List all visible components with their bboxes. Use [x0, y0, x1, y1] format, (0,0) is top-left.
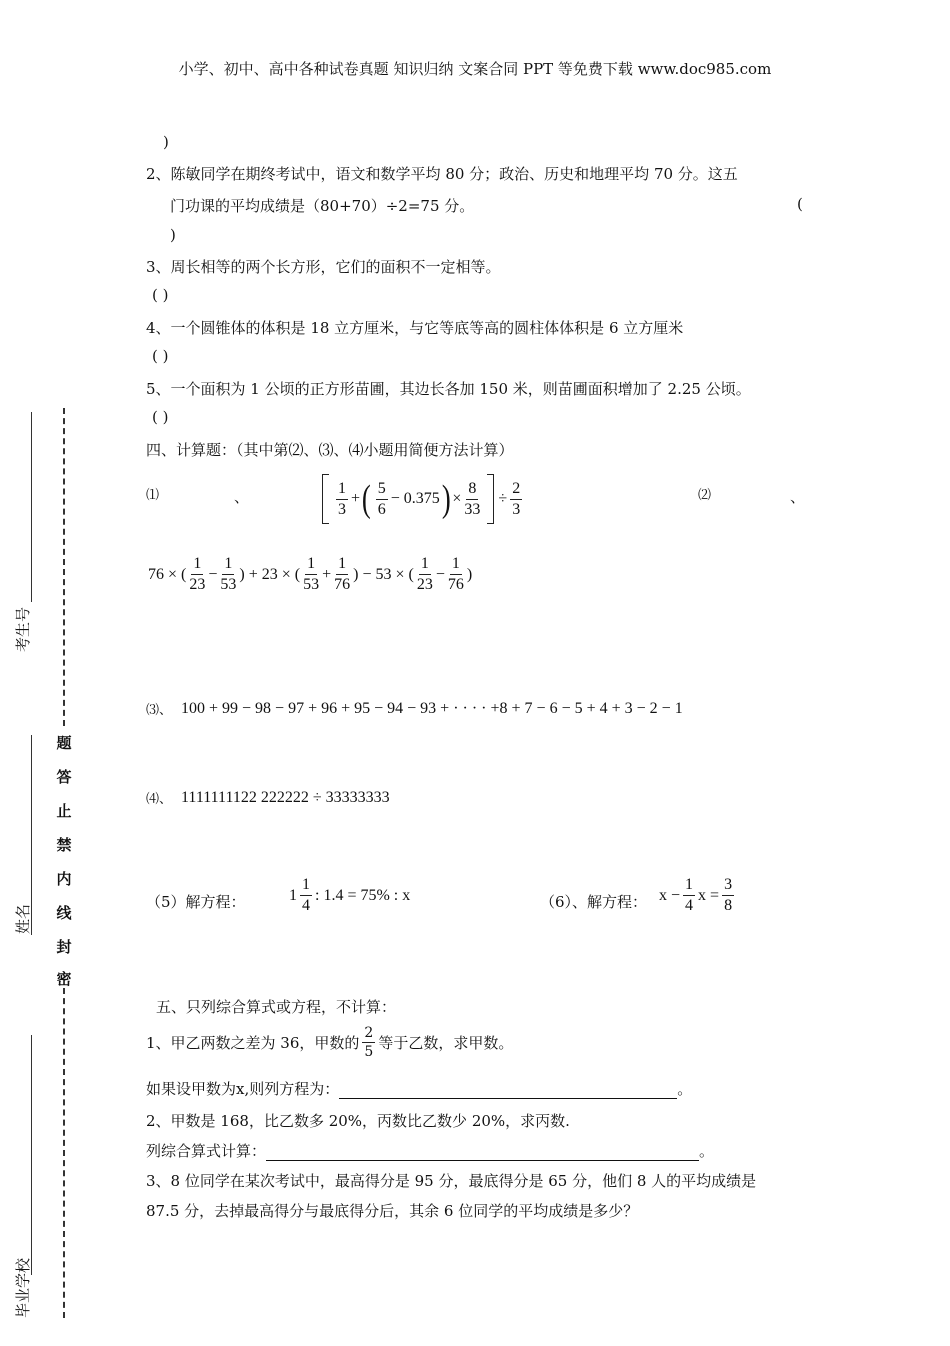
- expression-1: $\frac{1}{3}$ + ( $\frac{5}{6}$ − 0.375 ) × $\frac{8}{33}$ ÷ $\frac{2}{3}$: [322, 474, 525, 524]
- seal-line-top: [63, 408, 65, 726]
- judge-q2-paren-close: ): [170, 226, 176, 244]
- fraction: $\frac{1}{23}$: [416, 555, 433, 593]
- expression-6: x − $\frac{1}{4}$ x = $\frac{3}{8}$: [659, 876, 733, 914]
- fraction: $\frac{3}{8}$: [724, 876, 733, 914]
- fraction: $\frac{2}{3}$: [512, 479, 521, 518]
- fraction: $\frac{1}{76}$: [447, 555, 464, 593]
- calc-section-title: 四、计算题：（其中第⑵、⑶、⑷小题用简便方法计算）: [146, 441, 514, 459]
- judge-q2-line1: 2、陈敏同学在期终考试中，语文和数学平均 80 分；政治、历史和地理平均 70 分。这五: [146, 165, 738, 183]
- judge-q5-answer: ( ): [152, 408, 169, 426]
- judge-q5: 5、一个面积为 1 公顷的正方形苗圃，其边长各加 150 米，则苗圃面积增加了 2.25 公顷。: [146, 380, 751, 398]
- fraction: $\frac{5}{6}$: [377, 479, 386, 518]
- page-header: 小学、初中、高中各种试卷真题 知识归纳 文案合同 PPT 等免费下载 www.doc985.com: [178, 60, 772, 78]
- seal-line-bottom: [63, 988, 65, 1318]
- calc-p4-label: ⑷、: [146, 792, 173, 807]
- seal-char: 线: [56, 904, 72, 922]
- calc-p2-sep: 、: [790, 488, 806, 506]
- seal-char: 止: [56, 802, 72, 820]
- answer-blank[interactable]: [266, 1160, 699, 1161]
- judge-q4: 4、一个圆锥体的体积是 18 立方厘米，与它等底等高的圆柱体体积是 6 立方厘米: [146, 319, 684, 337]
- prev-question-paren: ): [163, 133, 169, 151]
- fraction: $\frac{1}{3}$: [338, 479, 346, 518]
- calc-p3-label: ⑶、: [146, 703, 173, 718]
- fraction: $\frac{1}{4}$: [302, 876, 310, 914]
- list-q2: 2、甲数是 168，比乙数多 20%，丙数比乙数少 20%，求丙数.: [146, 1112, 570, 1130]
- fraction: $\frac{1}{53}$: [220, 555, 237, 593]
- seal-char: 封: [56, 938, 72, 956]
- list-section-title: 五、只列综合算式或方程，不计算：: [156, 998, 397, 1016]
- fraction: $\frac{2}{5}$: [364, 1025, 374, 1060]
- judge-q4-answer: ( ): [152, 347, 169, 365]
- fraction: $\frac{1}{53}$: [303, 555, 320, 593]
- judge-q3-answer: ( ): [152, 286, 169, 304]
- school-label: 毕业学校: [14, 1257, 32, 1318]
- fraction: $\frac{1}{23}$: [189, 555, 206, 593]
- expression-2: 76 × ( $\frac{1}{23}$ − $\frac{1}{53}$ ) + 23 × ( $\frac{1}{53}$ + $\frac{1}{76}$ ) − 53 × ( $\frac{1}{23}$ − $\frac{1}{76}$ ): [148, 555, 473, 593]
- seal-char: 禁: [56, 836, 72, 854]
- seal-char: 密: [56, 970, 72, 988]
- list-q1: 1、甲乙两数之差为 36，甲数的 $\frac{2}{5}$ 等于乙数，求甲数。: [146, 1025, 514, 1060]
- list-q3-line2: 87.5 分，去掉最高得分与最底得分后，其余 6 位同学的平均成绩是多少？: [146, 1202, 639, 1220]
- judge-q3: 3、周长相等的两个长方形，它们的面积不一定相等。: [146, 258, 501, 276]
- list-q3-line1: 3、8 位同学在某次考试中，最高得分是 95 分，最底得分是 65 分，他们 8 人的平均成绩是: [146, 1172, 757, 1190]
- name-label: 姓名: [14, 903, 32, 934]
- judge-q2-line2: 门功课的平均成绩是（80+70）÷2=75 分。: [170, 197, 475, 215]
- bracket-right: [487, 474, 494, 524]
- seal-char: 内: [56, 870, 72, 888]
- expression-3: 100 + 99 − 98 − 97 + 96 + 95 − 94 − 93 + · · · · +8 + 7 − 6 − 5 + 4 + 3 − 2 − 1: [181, 700, 683, 717]
- fraction: $\frac{1}{76}$: [334, 555, 351, 593]
- judge-q2-paren-open: (: [797, 195, 803, 213]
- exam-number-blank-line: [31, 412, 32, 602]
- school-blank-line: [31, 1035, 32, 1275]
- seal-char: 答: [56, 768, 72, 786]
- seal-char: 题: [56, 734, 72, 752]
- fraction: $\frac{1}{4}$: [685, 876, 694, 914]
- calc-p5-label: （5）解方程：: [146, 893, 246, 911]
- answer-blank[interactable]: [339, 1098, 677, 1099]
- exam-number-label: 考生号: [14, 606, 32, 652]
- expression-4: 1111111122 222222 ÷ 33333333: [181, 789, 390, 806]
- calc-p1-sep: 、: [234, 488, 250, 506]
- expression-5: 1 $\frac{1}{4}$ : 1.4 = 75% : x: [289, 876, 411, 914]
- list-q1-answer-line: 如果设甲数为x,则列方程为： 。: [146, 1080, 693, 1098]
- calc-p2-label: ⑵: [698, 488, 712, 503]
- calc-p6-label: （6）、解方程：: [540, 893, 648, 911]
- fraction: $\frac{8}{33}$: [464, 479, 481, 518]
- calc-p1-label: ⑴: [146, 488, 160, 503]
- bracket-left: [322, 474, 329, 524]
- list-q2-answer-line: 列综合算式计算： 。: [146, 1142, 715, 1160]
